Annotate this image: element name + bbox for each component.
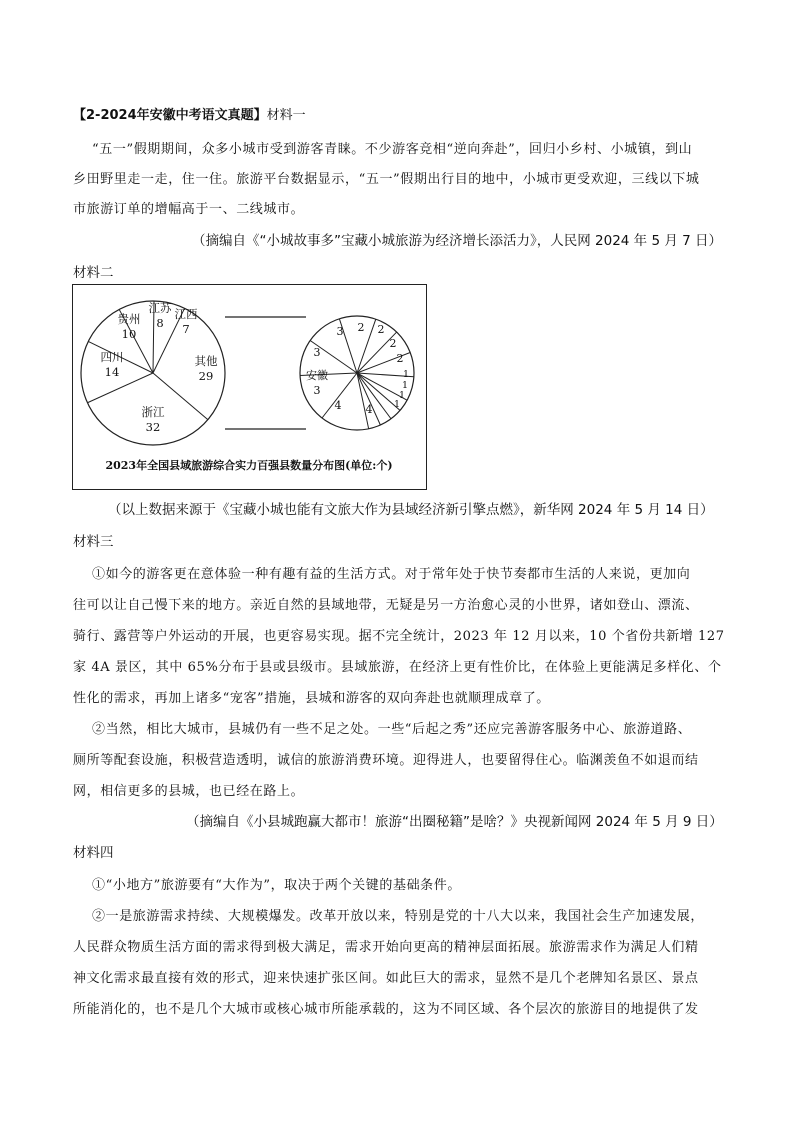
breakdown-value: 2 xyxy=(357,321,365,334)
breakdown-value: 3 xyxy=(336,325,344,338)
heading-title: 【2-2024年安徽中考语文真题】 xyxy=(73,108,267,123)
breakdown-value: 2 xyxy=(389,337,397,350)
material3-line-2: 往可以让自己慢下来的地方。亲近自然的县域地带，无疑是另一方治愈心灵的小世界，诸如登山、漂流、 xyxy=(73,598,699,613)
material3-line-1: ①如今的游客更在意体验一种有趣有益的生活方式。对于常年处于快节奏都市生活的人来说，更加向 xyxy=(92,567,691,582)
material1-line-2: 乡田野里走一走，住一住。旅游平台数据显示，“五一”假期出行目的地中，小城市更受欢迎，三线以下城 xyxy=(73,172,700,187)
material4-line-5: 所能消化的，也不是几个大城市或核心城市所能承载的，这为不同区域、各个层次的旅游目的地提供了发 xyxy=(73,1002,699,1017)
material3-line-4: 家 4A 景区，其中 65%分布于县或县级市。县域旅游，在经济上更有性价比，在体验上更能满足多样化、个 xyxy=(73,660,722,675)
label-zhejiang-name: 浙江 xyxy=(141,405,165,419)
material4-line-3: 人民群众物质生活方面的需求得到极大满足，需求开始向更高的精神层面拓展。旅游需求作为满足人们精 xyxy=(73,940,699,955)
material3-line-3: 骑行、露营等户外运动的开展，也更容易实现。据不完全统计，2023 年 12 月以来，10 个省份共新增 127 xyxy=(73,629,725,644)
breakdown-value: 2 xyxy=(396,352,404,365)
label-sichuan-value: 14 xyxy=(104,365,120,379)
material3-line-7: 厕所等配套设施，积极营造透明，诚信的旅游消费环境。迎得进人，也要留得住心。临渊羡鱼不如退而结 xyxy=(73,753,699,768)
material4-line-1: ①“小地方”旅游要有“大作为”，取决于两个关键的基础条件。 xyxy=(92,878,461,893)
label-guizhou-name: 贵州 xyxy=(117,312,141,326)
label-jiangxi-name: 江西 xyxy=(174,307,198,321)
breakdown-value: 1 xyxy=(393,399,401,410)
material3-line-8: 网，相信更多的县城，也已经在路上。 xyxy=(73,784,305,799)
breakdown-value: 4 xyxy=(365,403,373,416)
breakdown-value: 1 xyxy=(398,390,406,401)
material4-line-4: 神文化需求最直接有效的形式，迎来快速扩张区间。如此巨大的需求，显然不是几个老牌知名景区、景点 xyxy=(73,971,699,986)
label-jiangsu-name: 江苏 xyxy=(148,301,172,315)
breakdown-value: 1 xyxy=(401,380,409,391)
label-jiangxi-value: 7 xyxy=(182,322,190,336)
material3-line-5: 性化的需求，再加上诸多“宠客”措施，县城和游客的双向奔赴也就顺理成章了。 xyxy=(73,691,550,706)
pie-chart-figure xyxy=(72,284,427,490)
material3-source: （摘编自《小县城跑赢大都市！旅游“出圈秘籍”是啥？》央视新闻网 2024 年 5 月 9 日） xyxy=(186,814,723,830)
label-guizhou-value: 10 xyxy=(121,327,137,341)
breakdown-value: 3 xyxy=(313,346,321,359)
label-anhui-value: 3 xyxy=(313,384,321,397)
breakdown-value: 2 xyxy=(377,323,385,336)
material1-line-3: 市旅游订单的增幅高于一、二线城市。 xyxy=(73,202,305,217)
breakdown-value: 4 xyxy=(334,399,342,412)
material4-line-2: ②一是旅游需求持续、大规模爆发。改革开放以来，特别是党的十八大以来，我国社会生产加速发展， xyxy=(92,909,705,924)
material4-label: 材料四 xyxy=(73,845,114,861)
label-zhejiang-value: 32 xyxy=(145,420,161,434)
breakdown-value: 1 xyxy=(402,369,410,380)
label-sichuan-name: 四川 xyxy=(100,350,124,364)
pie-chart-svg xyxy=(73,285,426,489)
label-jiangsu-value: 8 xyxy=(156,316,164,330)
material1-line-1: “五一”假期期间，众多小城市受到游客青睐。不少游客竞相“逆向奔赴”，回归小乡村、小城镇，到山 xyxy=(92,142,693,157)
material1-label: 材料一 xyxy=(266,108,306,123)
label-other-value: 29 xyxy=(198,369,214,383)
label-anhui-name: 安徽 xyxy=(306,369,328,382)
material3-line-6: ②当然，相比大城市，县城仍有一些不足之处。一些“后起之秀”还应完善游客服务中心、旅游道路、 xyxy=(92,722,692,737)
material3-label: 材料三 xyxy=(73,534,114,550)
exam-heading xyxy=(73,104,306,123)
material2-source: （以上数据来源于《宝藏小城也能有文旅大作为县域经济新引擎点燃》，新华网 2024 年 5 月 14 日） xyxy=(108,502,714,518)
material2-label: 材料二 xyxy=(73,265,114,281)
chart-title: 2023年全国县域旅游综合实力百强县数量分布图(单位:个) xyxy=(105,459,393,472)
label-other-name: 其他 xyxy=(194,354,218,368)
material1-source: （摘编自《“小城故事多”宝藏小城旅游为经济增长添活力》，人民网 2024 年 5 月 7 日） xyxy=(192,233,723,249)
